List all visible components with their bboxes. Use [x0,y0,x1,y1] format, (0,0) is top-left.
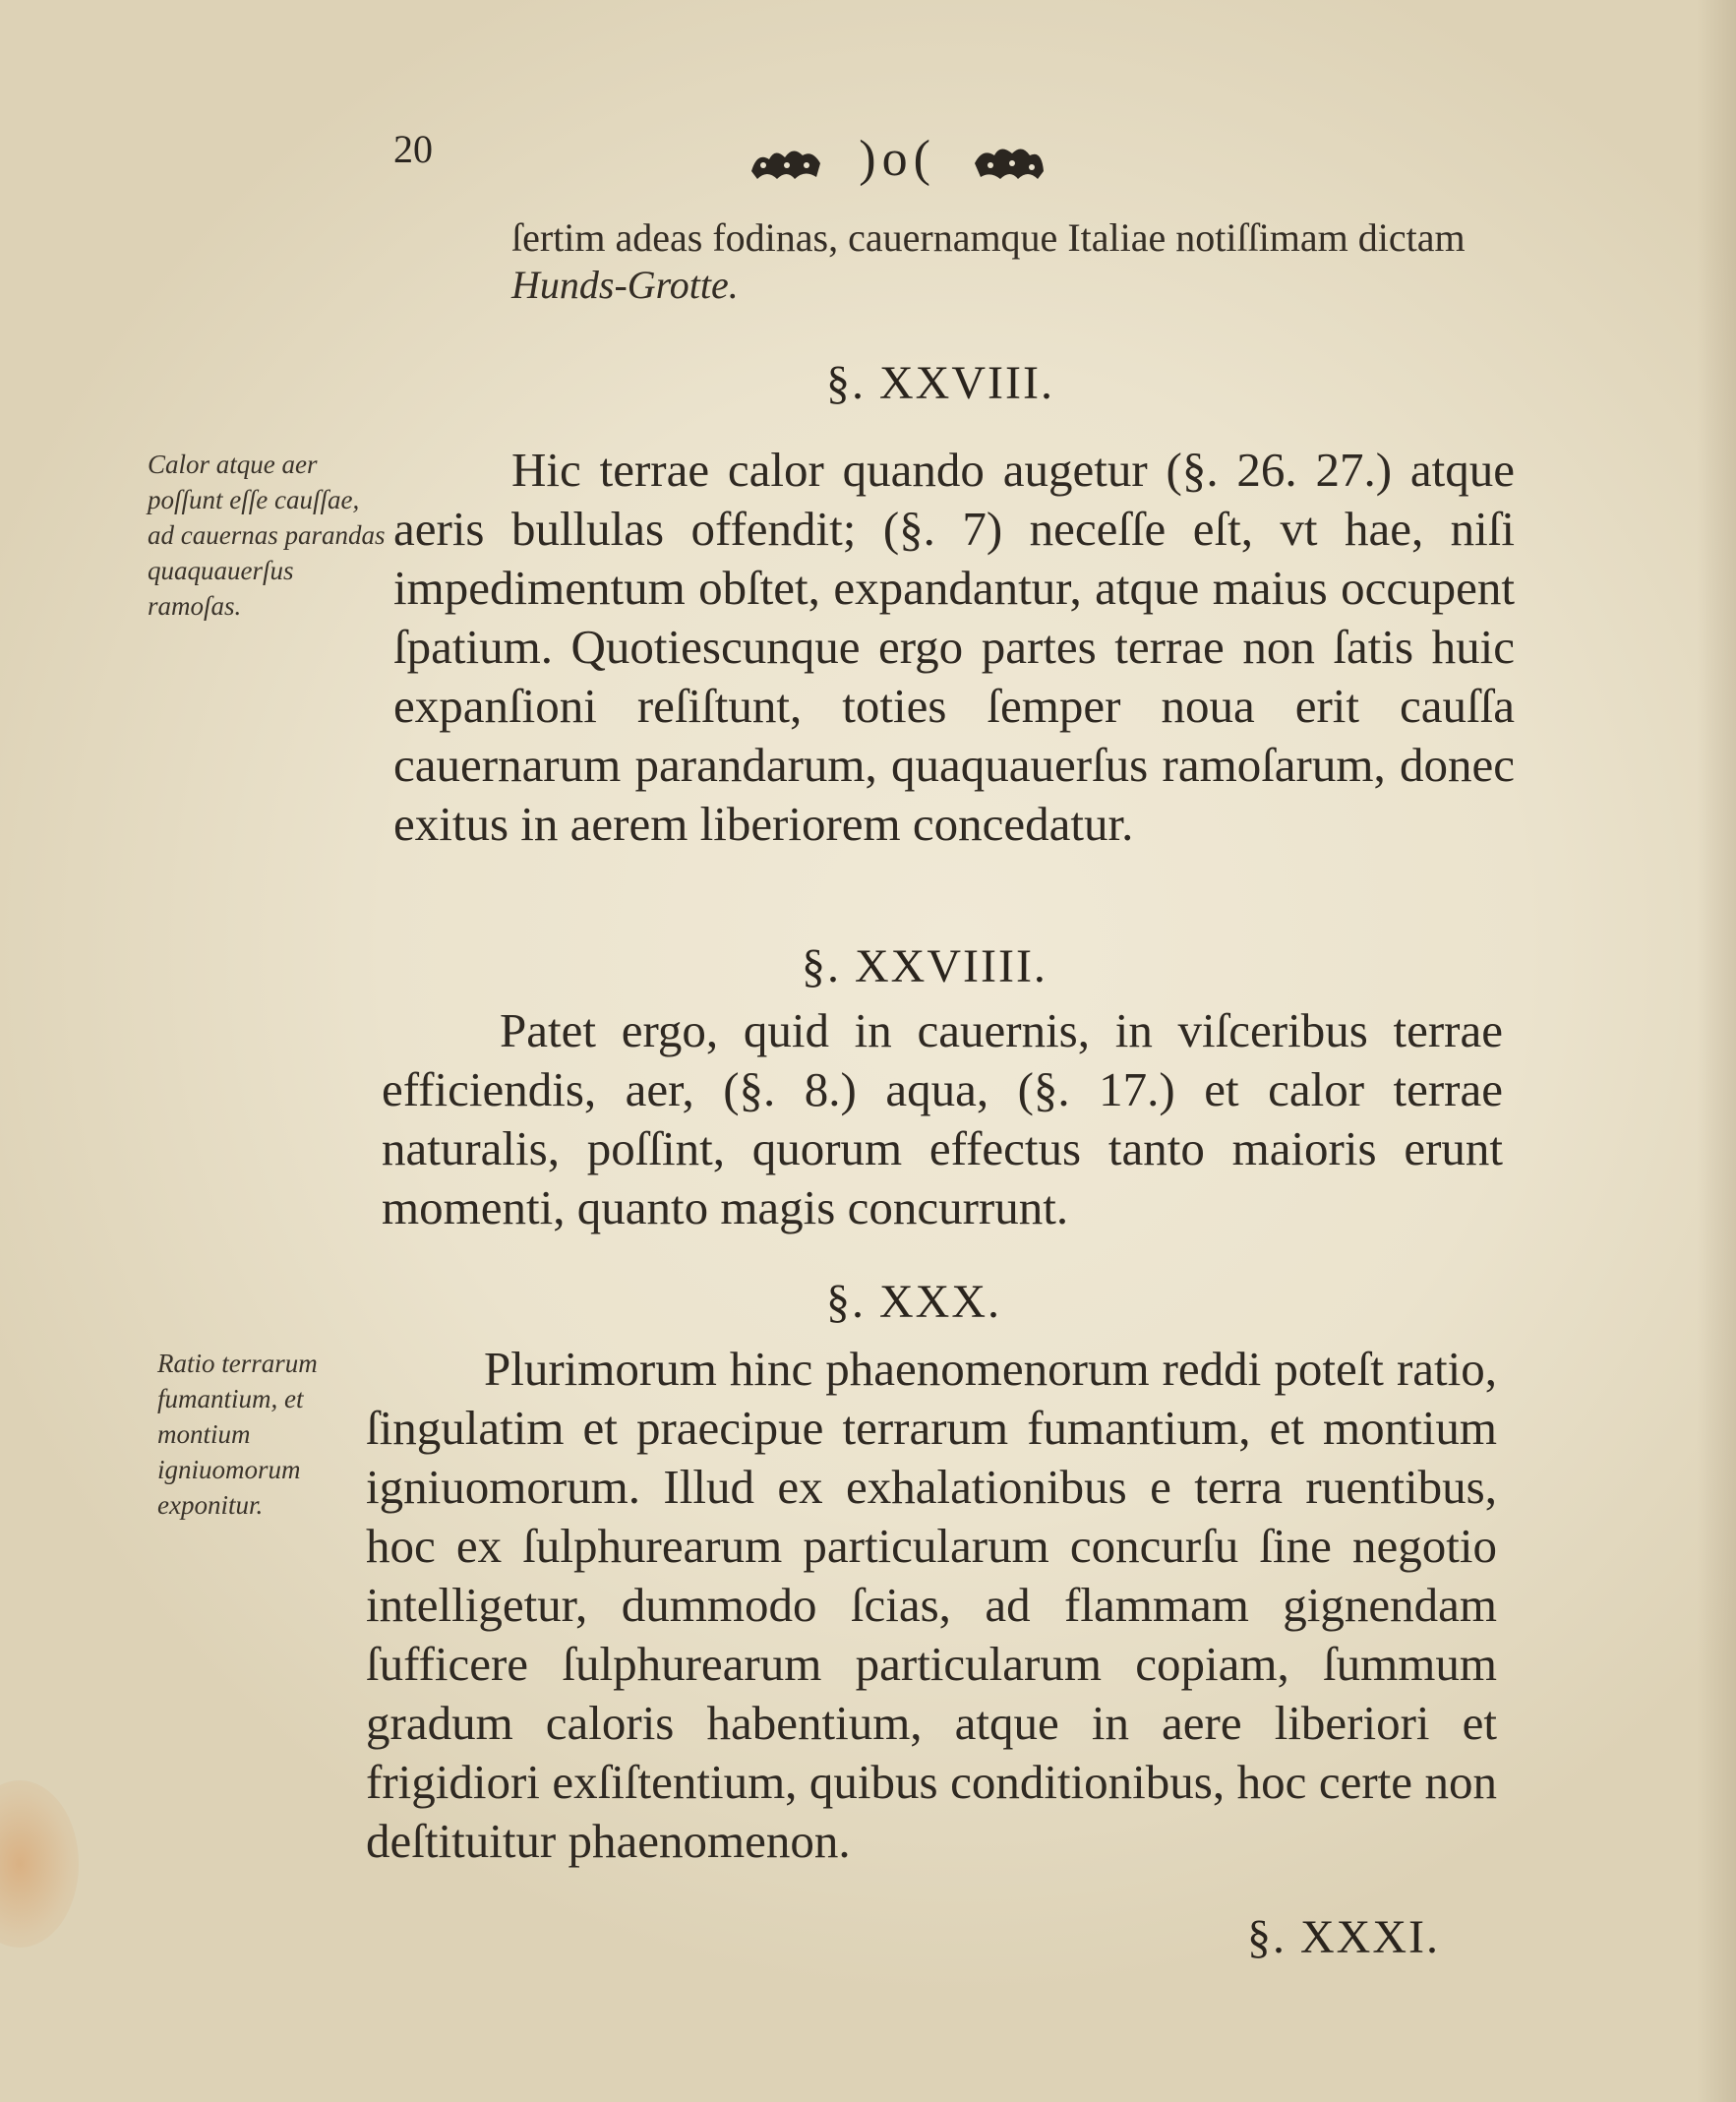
header-mark: )o( [859,131,936,187]
left-fleuron-icon [748,142,824,185]
paragraph-29-text: Patet ergo, quid in cauernis, in viſceribus terrae efficiendis, aer, (§. 8.) aqua, (§. 17.) et calor terrae naturalis, poſſint, quorum effectus tanto maioris erunt momenti, quanto magis concurrunt. [382,1003,1503,1234]
carryover-italic: Hunds-Grotte. [511,263,739,307]
paragraph-29 [382,1001,1503,1237]
right-fleuron-icon [971,142,1048,185]
paragraph-28-text: Hic terrae calor quando augetur (§. 26. 27.) atque aeris bullulas offendit; (§. 7) neceſſe eſt, vt hae, niſi impedimentum obſtet, expandantur, atque maius occupent ſpatium. Quotiescunque ergo partes terrae non ſatis huic expanſioni reſiſtunt, toties ſemper noua erit cauſſa cauernarum parandarum, quaquauerſus ramoſarum, donec exitus in aerem liberiorem concedatur. [393,443,1515,851]
header-ornament [748,130,1048,188]
catchword: §. XXXI. [1247,1911,1440,1963]
section-heading-30: §. XXX. [826,1276,1001,1328]
paragraph-30 [366,1340,1497,1871]
marginal-note-30: Ratio terrarum fumantium, et montium igniuomorum exponitur. [157,1349,318,1520]
section-heading-28: §. XXVIII. [826,357,1054,409]
page-number: 20 [393,127,433,171]
paragraph-28 [393,441,1515,854]
running-header [0,116,1736,195]
marginal-note-28: Calor atque aer poſſunt eſſe cauſſae, ad cauernas parandas quaquauerſus ramoſas. [148,450,386,621]
carryover-text [511,214,1529,309]
section-heading-29: §. XXVIIII. [802,940,1048,992]
paragraph-30-text: Plurimorum hinc phaenomenorum reddi poteſt ratio, ſingulatim et praecipue terrarum fumantium, et montium igniuomorum. Illud ex exhalationibus e terra ruentibus, hoc ex ſulphurearum particularum concurſu ſine negotio intelligetur, dummodo ſcias, ad flammam gignendam ſufficere ſulphurearum particularum copiam, ſummum gradum caloris habentium, atque in aere liberiori et frigidiori exſiſtentium, quibus conditionibus, hoc certe non deſtituitur phaenomenon. [366,1342,1497,1868]
page-edge-shadow [1697,0,1736,2102]
foxing-stain [0,1780,79,1948]
carryover-main: ſertim adeas fodinas, cauernamque Italiae notiſſimam dictam [511,215,1466,260]
